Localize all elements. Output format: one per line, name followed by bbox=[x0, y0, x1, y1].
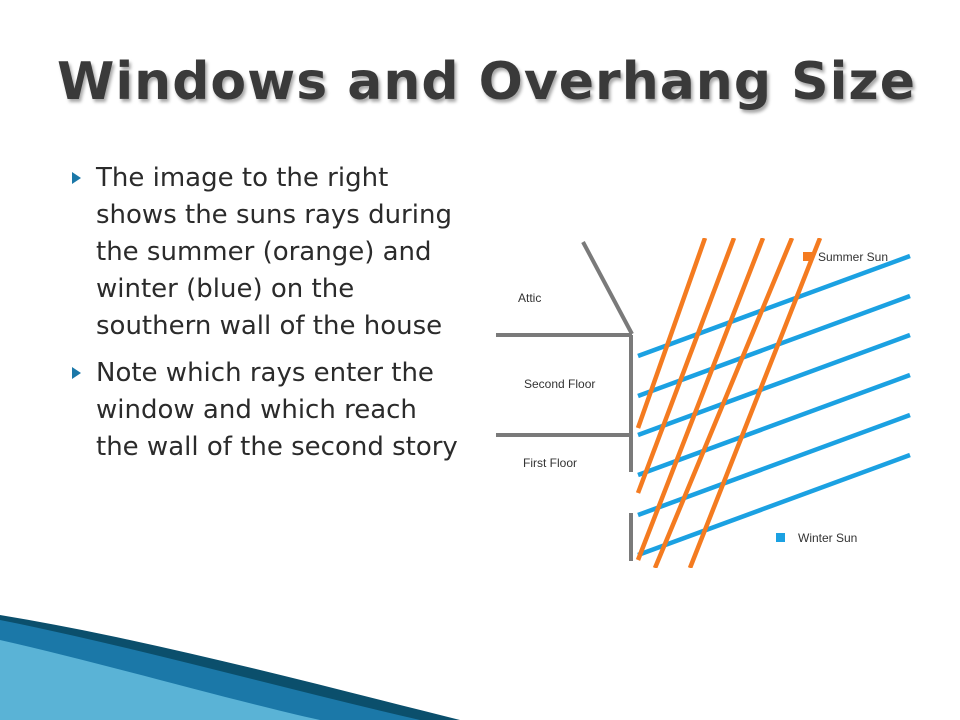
summer-ray bbox=[690, 238, 820, 568]
wave-dark bbox=[0, 615, 460, 720]
winter-legend-swatch bbox=[776, 533, 785, 542]
bullet-arrow-icon bbox=[72, 367, 81, 379]
summer-legend-swatch bbox=[803, 252, 812, 261]
wave-light bbox=[0, 640, 320, 720]
wave-mid bbox=[0, 620, 420, 720]
attic-label: Attic bbox=[518, 291, 542, 305]
roof-slope bbox=[583, 242, 632, 334]
summer-ray bbox=[655, 238, 792, 568]
slide-title: Windows and Overhang Size bbox=[57, 52, 916, 112]
first-floor-label: First Floor bbox=[523, 456, 577, 470]
summer-ray bbox=[638, 238, 763, 560]
bullet-item bbox=[68, 160, 458, 345]
second-floor-label: Second Floor bbox=[524, 377, 596, 391]
winter-ray bbox=[638, 415, 910, 515]
bullet-text: The image to the right shows the suns rays during the summer (orange) and winter (blue) on the southern wall of the house bbox=[96, 163, 452, 341]
summer-legend-label: Summer Sun bbox=[818, 250, 889, 264]
ray-group bbox=[638, 238, 910, 568]
sun-rays-diagram bbox=[490, 238, 920, 568]
house-structure bbox=[496, 242, 632, 561]
bullet-arrow-icon bbox=[72, 172, 81, 184]
bullet-list bbox=[68, 160, 458, 476]
winter-legend-label: Winter Sun bbox=[798, 531, 858, 545]
bullet-text: Note which rays enter the window and which reach the wall of the second story bbox=[96, 358, 458, 462]
bullet-item bbox=[68, 355, 458, 466]
